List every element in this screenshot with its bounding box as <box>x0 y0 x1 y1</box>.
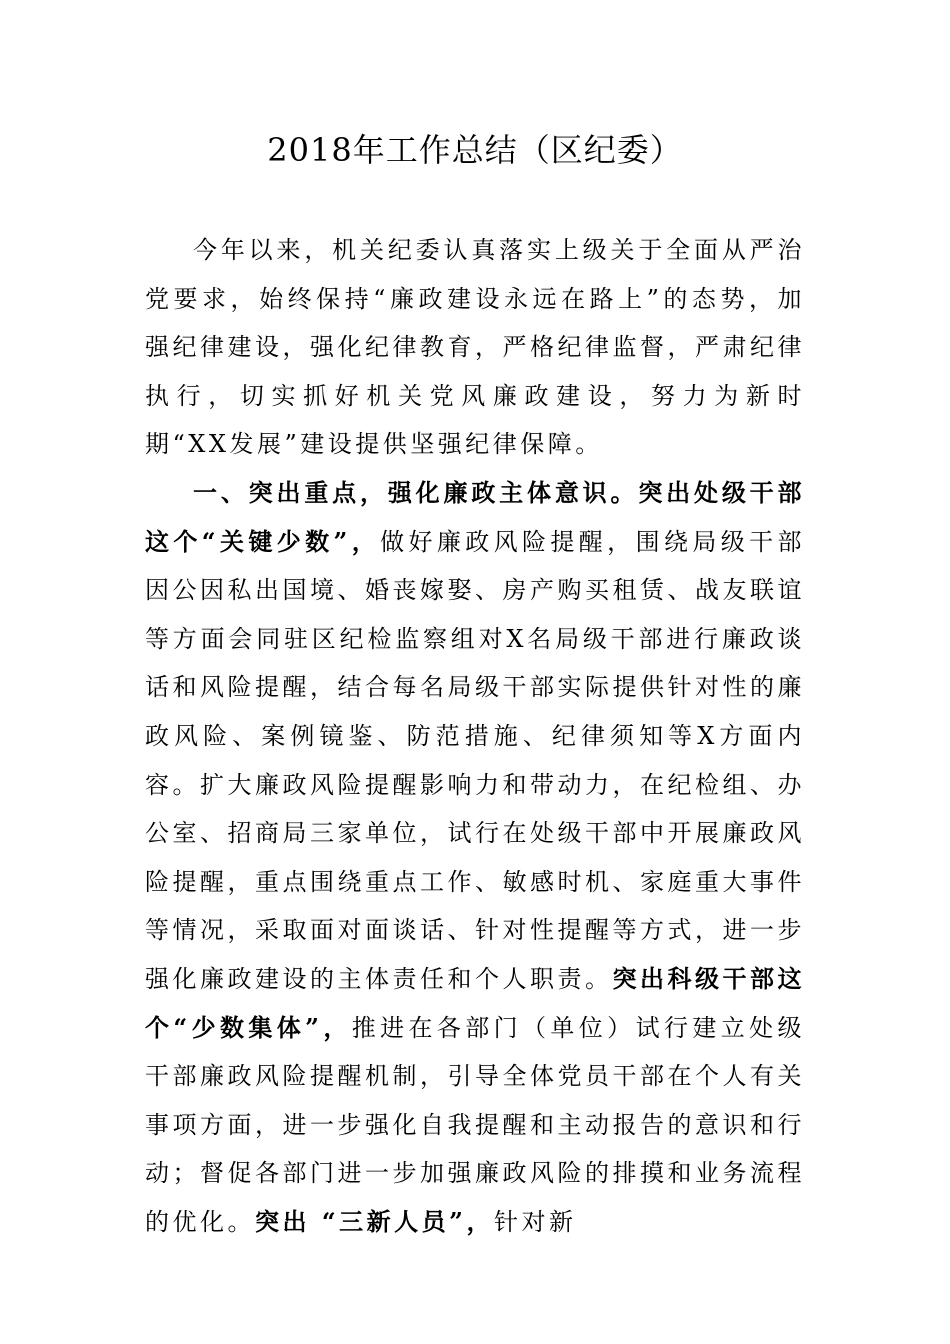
section-1-text-2: 推进在各部门（单位）试行建立处级干部廉政风险提醒机制，引导全体党员干部在个人有关事项方面，进一步强化自我提醒和主动报告的意识和行动；督促各部门进一步加强廉政风险的排摸和业务流程的优化。 <box>145 1013 806 1236</box>
section-1-lead-2: 突出科级干部这个“少数集体”， <box>145 963 805 1042</box>
intro-paragraph: 今年以来，机关纪委认真落实上级关于全面从严治党要求，始终保持“廉政建设永远在路上”的态势，加强纪律建设，强化纪律教育，严格纪律监督，严肃纪律执行，切实抓好机关党风廉政建设，努力为新时期“XX发展”建设提供坚强纪律保障。 <box>145 236 805 459</box>
section-1-lead-1: 突出处级干部这个“关键少数”， <box>145 477 806 556</box>
document-body <box>145 226 805 1246</box>
section-1-lead-3: 突出 “三新人员”， <box>255 1206 494 1236</box>
section-1-heading: 一、突出重点，强化廉政主体意识。 <box>193 477 639 507</box>
section-1-paragraph <box>145 469 805 1247</box>
section-1-text-1: 做好廉政风险提醒，围绕局级干部因公因私出国境、婚丧嫁娶、房产购买租赁、战友联谊等方面会同驻区纪检监察组对X名局级干部进行廉政谈话和风险提醒，结合每名局级干部实际提供针对性的廉政风险、案例镜鉴、防范措施、纪律须知等X方面内容。扩大廉政风险提醒影响力和带动力，在纪检组、办公室、招商局三家单位，试行在处级干部中开展廉政风险提醒，重点围绕重点工作、敏感时机、家庭重大事件等情况，采取面对面谈话、针对性提醒等方式，进一步强化廉政建设的主体责任和个人职责。 <box>145 527 806 993</box>
document-title: 2018年工作总结（区纪委） <box>267 131 683 169</box>
section-1-text-3: 针对新 <box>493 1207 577 1236</box>
